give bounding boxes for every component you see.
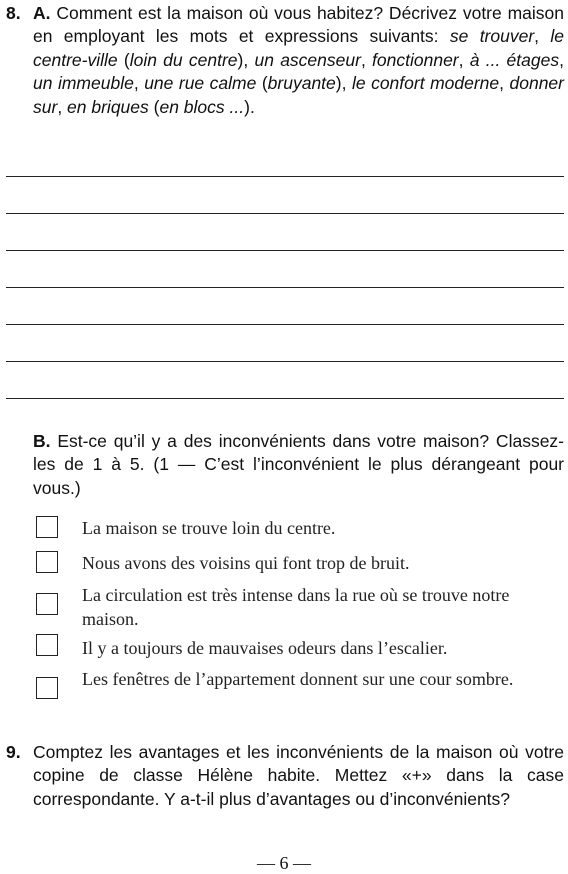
answer-line[interactable] [6, 398, 564, 399]
expression-term: une rue calme [144, 73, 257, 94]
answer-line[interactable] [6, 287, 564, 288]
expression-separator: , [559, 49, 564, 70]
expression-term: à ... étages [469, 49, 560, 70]
page-number: — 6 — [257, 853, 311, 873]
expression-term: le centre-ville [33, 26, 564, 70]
expression-separator: , [499, 73, 510, 94]
expression-term: en briques [67, 96, 149, 117]
rank-item-text: Les fenêtres de l’appartement donnent sur une cour sombre. [82, 669, 514, 689]
answer-line[interactable] [6, 213, 564, 214]
expression-term: loin du centre [129, 49, 238, 70]
expression-separator: ( [117, 49, 130, 70]
expression-separator: , [360, 49, 373, 70]
rank-item-text: La circulation est très intense dans la rue où se trouve notre maison. [82, 585, 510, 629]
answer-line[interactable] [6, 176, 564, 177]
rank-checkbox[interactable] [36, 551, 58, 573]
expression-separator: , [534, 26, 551, 47]
expression-term: se trouver [449, 26, 535, 47]
expression-separator: , [57, 96, 68, 117]
expression-separator: ). [244, 96, 255, 117]
part-a-instructions [33, 2, 564, 119]
rank-checkbox[interactable] [36, 593, 58, 615]
rank-item-text: La maison se trouve loin du centre. [82, 518, 336, 538]
expression-term: bruyante [267, 73, 336, 94]
rank-item-text: Il y a toujours de mauvaises odeurs dans l’escalier. [82, 638, 448, 658]
expression-separator: ( [256, 73, 268, 94]
expression-separator: ( [148, 96, 160, 117]
rank-checkbox[interactable] [36, 677, 58, 699]
rank-checkbox[interactable] [36, 516, 58, 538]
rank-checkbox[interactable] [36, 634, 58, 656]
expression-term: le confort moderne [351, 73, 500, 94]
expression-term: donner sur [33, 73, 564, 117]
expression-term: un ascenseur [254, 49, 361, 70]
part-a-question: Comment est la maison où vous habitez? Décrivez votre maison en employant les mots et expressions suivants: [33, 3, 564, 47]
expression-separator: , [458, 49, 470, 70]
part-b-question: Est-ce qu’il y a des inconvénients dans votre maison? Classez-les de 1 à 5. (1 — C’est l’inconvénient le plus dérangeant pour vous.) [33, 431, 565, 498]
exercise-number: 8. [6, 3, 21, 23]
exercise-number: 9. [6, 742, 21, 762]
part-b-instructions [33, 430, 564, 500]
rank-item-text: Nous avons des voisins qui font trop de bruit. [82, 553, 410, 573]
expression-separator: , [133, 73, 145, 94]
expression-term: fonctionner [372, 49, 459, 70]
expression-separator: ), [335, 73, 352, 94]
answer-line[interactable] [6, 250, 564, 251]
expression-separator: ), [237, 49, 255, 70]
exercise-9-text: Comptez les avantages et les inconvénients de la maison où votre copine de classe Hélène habite. Mettez «+» dans la case correspondante. Y a-t-il plus d’avantages ou d’inconvénients? [33, 742, 564, 809]
part-b-label: B. [33, 431, 51, 451]
answer-line[interactable] [6, 324, 564, 325]
expression-term: en blocs ... [159, 96, 245, 117]
answer-line[interactable] [6, 361, 564, 362]
expression-term: un immeuble [33, 73, 134, 94]
part-a-label: A. [33, 3, 51, 23]
